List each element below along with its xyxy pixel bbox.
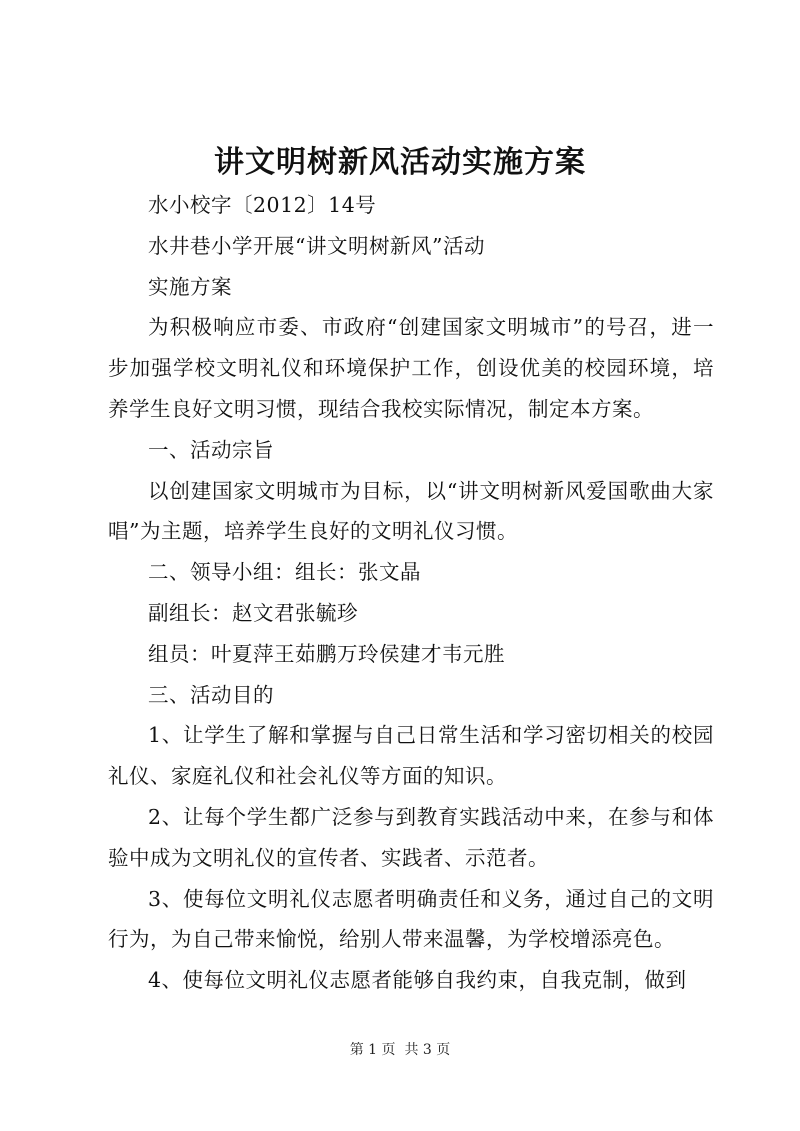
deputy-leaders: 副组长：赵文君张毓珍 bbox=[148, 600, 358, 625]
document-body bbox=[108, 185, 714, 1001]
document-number: 水小校字〔2012〕14号 bbox=[148, 193, 377, 217]
group-members: 组员：叶夏萍王茹鹏万玲侯建才韦元胜 bbox=[148, 641, 505, 666]
goal-item-1: 1、让学生了解和掌握与自己日常生活和学习密切相关的校园礼仪、家庭礼仪和社会礼仪等方面的知识。 bbox=[108, 723, 714, 789]
section-heading-leadership: 二、领导小组：组长：张文晶 bbox=[148, 560, 421, 585]
section-heading-goals: 三、活动目的 bbox=[148, 682, 274, 707]
document-title: 讲文明树新风活动实施方案 bbox=[214, 145, 586, 180]
section-heading-purpose: 一、活动宗旨 bbox=[148, 437, 274, 462]
goal-item-4: 4、使每位文明礼仪志愿者能够自我约束，自我克制，做到 bbox=[148, 968, 687, 993]
goal-item-3: 3、使每位文明礼仪志愿者明确责任和义务，通过自己的文明行为，为自己带来愉悦，给别人带来温馨，为学校增添亮色。 bbox=[108, 886, 714, 952]
goal-item-2: 2、让每个学生都广泛参与到教育实践活动中来，在参与和体验中成为文明礼仪的宣传者、实践者、示范者。 bbox=[108, 804, 714, 870]
subtitle-line-1: 水井巷小学开展“讲文明树新风”活动 bbox=[148, 233, 485, 258]
intro-paragraph: 为积极响应市委、市政府“创建国家文明城市”的号召，进一步加强学校文明礼仪和环境保护工作，创设优美的校园环境，培养学生良好文明习惯，现结合我校实际情况，制定本方案。 bbox=[108, 315, 714, 421]
subtitle-line-2: 实施方案 bbox=[148, 274, 232, 299]
page-footer: 第 1 页 共 3 页 bbox=[349, 1042, 451, 1058]
purpose-paragraph: 以创建国家文明城市为目标，以“讲文明树新风爱国歌曲大家唱”为主题，培养学生良好的文明礼仪习惯。 bbox=[108, 478, 714, 544]
